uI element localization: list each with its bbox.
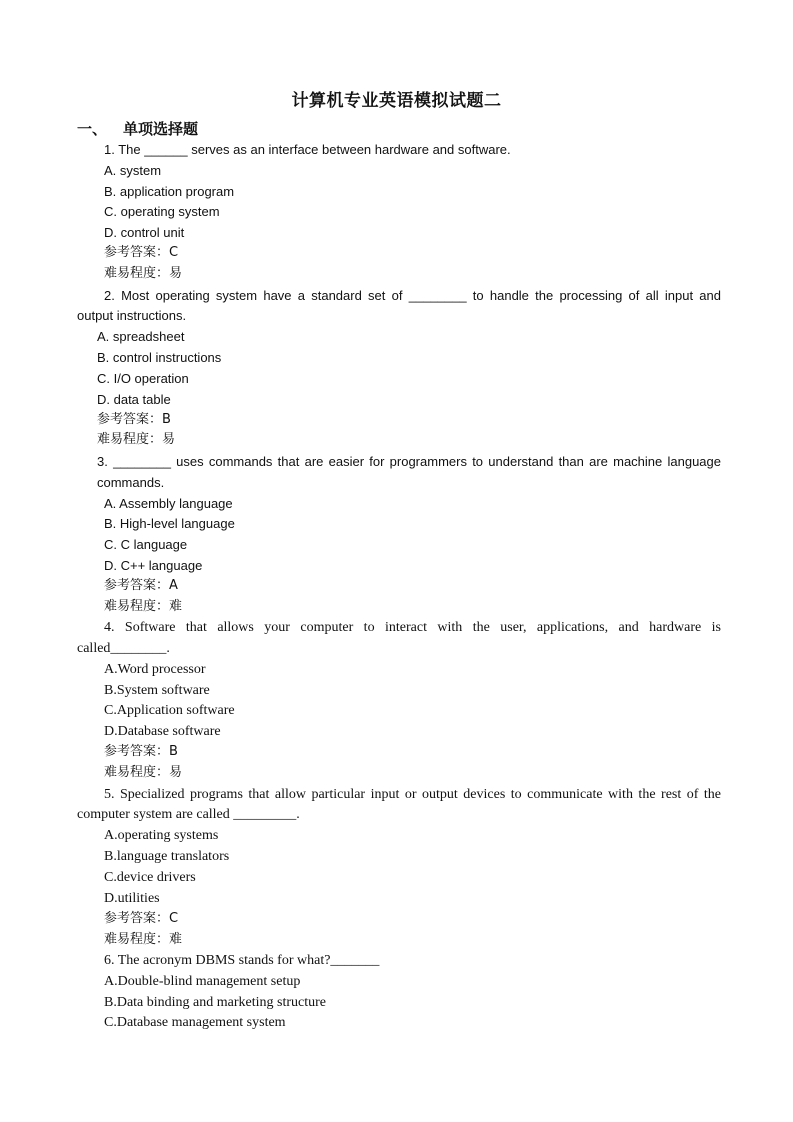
question-3-stem-line-1: 3. ________ uses commands that are easier for programmers to understand than are machine language (97, 454, 721, 469)
section-number: 一、 (77, 120, 108, 138)
question-2-option-b: B. control instructions (97, 350, 222, 365)
question-3-option-b: B. High-level language (104, 516, 235, 531)
question-1-answer: 参考答案：C (104, 245, 179, 260)
question-5-stem-line-2: computer system are called _________. (77, 807, 300, 822)
question-5-option-d: D.utilities (104, 891, 160, 906)
question-6-option-b: B.Data binding and marketing structure (104, 995, 326, 1010)
question-2-stem-line-2: output instructions. (77, 308, 187, 323)
question-5-difficulty: 难易程度：难 (104, 932, 183, 947)
question-2-option-a: A. spreadsheet (97, 329, 185, 344)
question-1-option-a: A. system (104, 163, 162, 178)
question-6-option-a: A.Double-blind management setup (104, 974, 301, 989)
question-2-option-d: D. data table (97, 392, 171, 407)
question-3-difficulty: 难易程度：难 (104, 599, 183, 614)
question-3-stem-line-2: commands. (97, 475, 165, 490)
question-4-answer: 参考答案：B (104, 744, 178, 759)
question-6-stem: 6. The acronym DBMS stands for what?_______ (104, 953, 380, 968)
question-2-option-c: C. I/O operation (97, 371, 189, 386)
question-3-option-c: C. C language (104, 537, 188, 552)
question-5-option-a: A.operating systems (104, 828, 219, 843)
question-1-option-d: D. control unit (104, 225, 185, 240)
question-1-difficulty: 难易程度：易 (104, 266, 183, 281)
question-4-difficulty: 难易程度：易 (104, 765, 183, 780)
question-4-option-d: D.Database software (104, 724, 221, 739)
question-5-option-c: C.device drivers (104, 870, 196, 885)
section-heading (77, 118, 198, 139)
question-2-answer: 参考答案：B (97, 412, 171, 427)
question-3-option-a: A. Assembly language (104, 496, 233, 511)
question-1-stem: 1. The ______ serves as an interface between hardware and software. (104, 142, 511, 157)
question-5-answer: 参考答案：C (104, 911, 179, 926)
question-3-option-d: D. C++ language (104, 558, 203, 573)
document-title: 计算机专业英语模拟试题二 (291, 91, 502, 111)
question-4-option-a: A.Word processor (104, 662, 206, 677)
question-4-option-b: B.System software (104, 683, 210, 698)
question-5-option-b: B.language translators (104, 849, 230, 864)
question-6-option-c: C.Database management system (104, 1015, 286, 1030)
question-4-stem-line-2: called________. (77, 641, 170, 656)
question-1-option-c: C. operating system (104, 204, 220, 219)
question-1-option-b: B. application program (104, 184, 235, 199)
question-2-stem-line-1: 2. Most operating system have a standard set of ________ to handle the processing of all input and (104, 288, 721, 303)
question-4-stem-line-1: 4. Software that allows your computer to interact with the user, applications, and hardware is (104, 620, 721, 635)
question-3-answer: 参考答案：A (104, 578, 178, 593)
question-4-option-c: C.Application software (104, 703, 235, 718)
question-5-stem-line-1: 5. Specialized programs that allow particular input or output devices to communicate with the rest of the (104, 787, 721, 802)
question-2-difficulty: 难易程度：易 (97, 432, 176, 447)
section-label: 单项选择题 (123, 120, 199, 138)
